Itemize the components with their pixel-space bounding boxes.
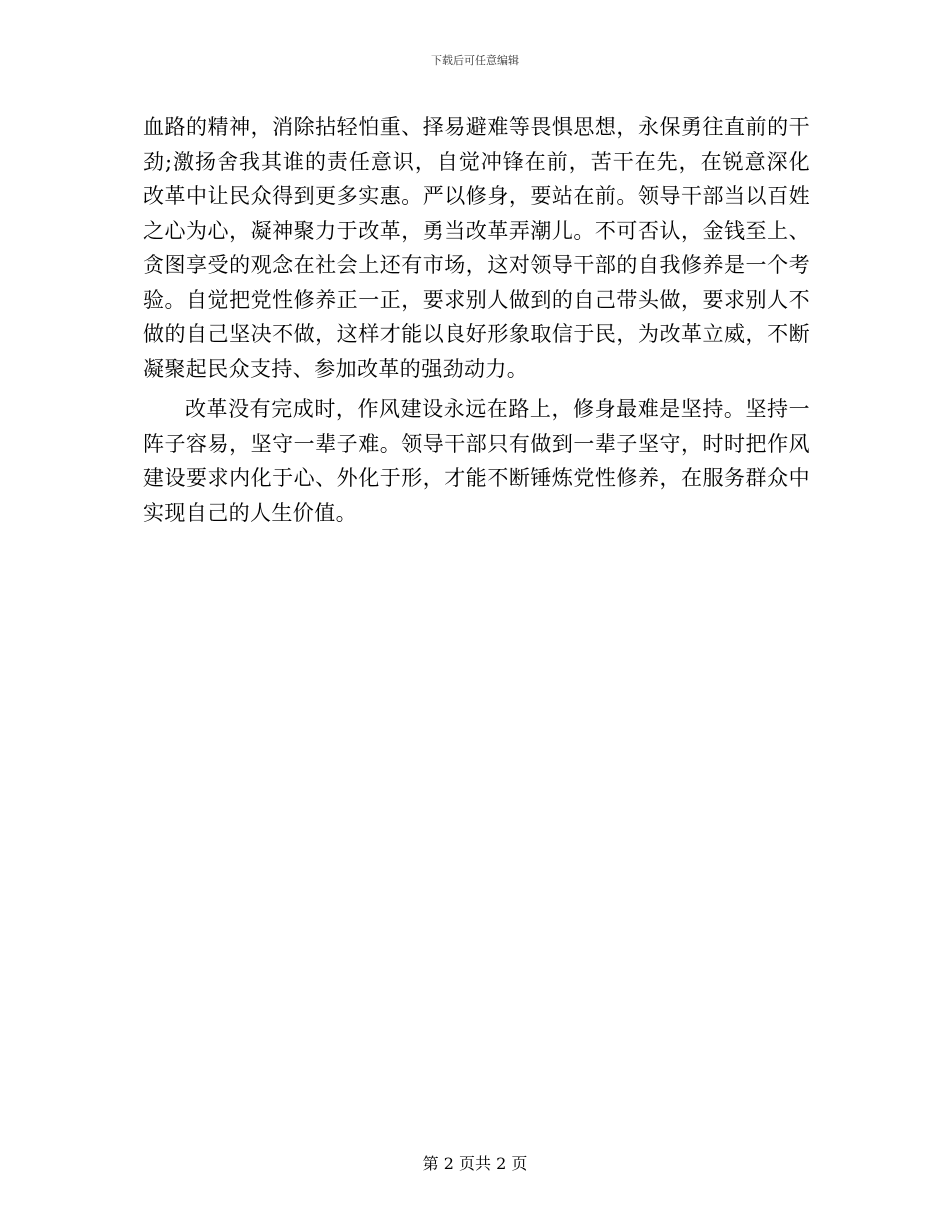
body-paragraph-2: 改革没有完成时，作风建设永远在路上，修身最难是坚持。坚持一阵子容易，坚守一辈子难。领导干部只有做到一辈子坚守，时时把作风建设要求内化于心、外化于形，才能不断锤炼党性修养，在服务群众中实现自己的人生价值。 [143,397,810,525]
page-header: 下载后可任意编辑 [431,54,519,67]
document-body [143,110,810,536]
page-number-footer: 第 2 页共 2 页 [422,1154,528,1173]
body-paragraph-1: 血路的精神，消除拈轻怕重、择易避难等畏惧思想，永保勇往直前的干劲;激扬舍我其谁的责任意识，自觉冲锋在前，苦干在先，在锐意深化改革中让民众得到更多实惠。严以修身，要站在前。领导干部当以百姓之心为心，凝神聚力于改革，勇当改革弄潮儿。不可否认，金钱至上、贪图享受的观念在社会上还有市场，这对领导干部的自我修养是一个考验。自觉把党性修养正一正，要求别人做到的自己带头做，要求别人不做的自己坚决不做，这样才能以良好形象取信于民，为改革立威，不断凝聚起民众支持、参加改革的强劲动力。 [143,115,810,381]
